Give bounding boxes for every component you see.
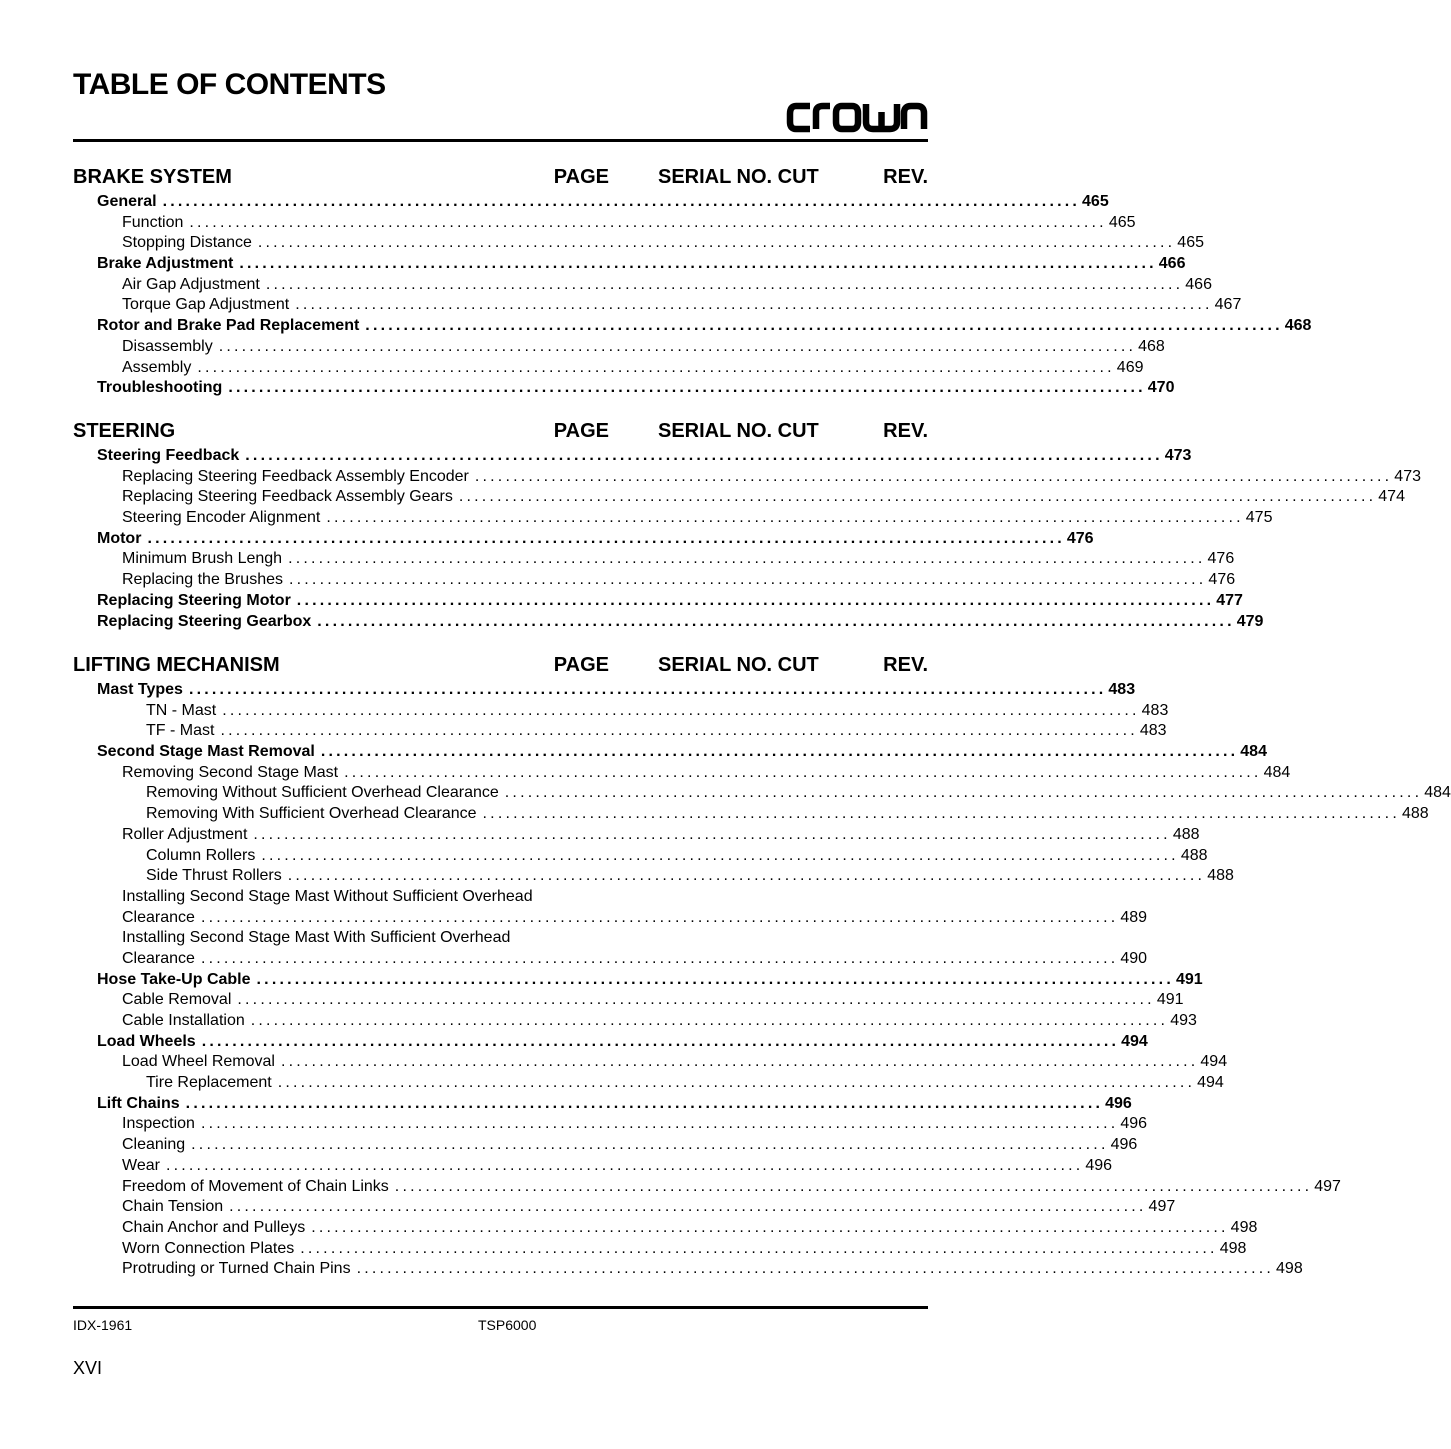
toc-entry[interactable] (73, 295, 1242, 316)
toc-entry[interactable] (73, 1011, 1197, 1032)
entry-title: Stopping Distance (122, 233, 258, 254)
serial-column-header: SERIAL NO. CUT (658, 420, 819, 442)
toc-entry[interactable] (73, 337, 1165, 358)
toc-entry[interactable] (73, 990, 1184, 1011)
toc-entry[interactable] (73, 908, 1148, 929)
entry-title: Cable Removal (122, 990, 237, 1011)
entry-page-number: 474 (1376, 487, 1405, 508)
entry-page-number: 475 (1244, 508, 1273, 529)
entry-title: Load Wheel Removal (122, 1052, 281, 1073)
toc-entry[interactable] (73, 1239, 1247, 1260)
entry-title: Wear (122, 1156, 166, 1177)
entry-title: Clearance (122, 949, 201, 970)
entry-title: Function (122, 213, 189, 234)
entry-title: Replacing Steering Motor (97, 591, 297, 612)
toc-entry[interactable] (73, 1156, 1113, 1177)
toc-entry[interactable] (73, 949, 1148, 970)
dot-leader: ........................................................................................................................ (218, 337, 1137, 355)
entry-page-number: 468 (1136, 337, 1165, 358)
toc-entry[interactable] (73, 721, 1167, 742)
entry-page-number: 469 (1115, 358, 1144, 379)
toc-entry[interactable] (73, 275, 1212, 296)
dot-leader: ........................................................................................................................ (239, 255, 1157, 273)
dot-leader: ........................................................................................................................ (295, 296, 1213, 314)
entry-title: Assembly (122, 358, 197, 379)
entry-title: Minimum Brush Lengh (122, 549, 288, 570)
dot-leader: ........................................................................................................................ (220, 722, 1138, 740)
entry-title: Hose Take-Up Cable (97, 970, 257, 991)
dot-leader: ........................................................................................................................ (201, 1032, 1120, 1050)
entry-page-number: 484 (1238, 742, 1267, 763)
entry-page-number: 488 (1171, 825, 1200, 846)
dot-leader: ........................................................................................................................ (277, 1074, 1196, 1092)
toc-entry[interactable] (73, 591, 1243, 612)
entry-title: Motor (97, 529, 147, 550)
toc-entry[interactable] (73, 467, 1421, 488)
dot-leader: ........................................................................................................................ (394, 1177, 1313, 1195)
toc-entry[interactable] (73, 316, 1312, 337)
entry-title: Column Rollers (146, 846, 261, 867)
dot-leader: ........................................................................................................................ (280, 1053, 1199, 1071)
entry-page-number: 483 (1140, 701, 1169, 722)
entry-page-number: 473 (1163, 446, 1192, 467)
entry-title: Side Thrust Rollers (146, 866, 288, 887)
dot-leader: ........................................................................................................................ (504, 784, 1423, 802)
entry-page-number: 497 (1312, 1177, 1341, 1198)
entry-title: Second Stage Mast Removal (97, 742, 321, 763)
entry-page-number: 465 (1175, 233, 1204, 254)
dot-leader: ........................................................................................................................ (288, 571, 1207, 589)
rev-column-header: REV. (883, 166, 928, 188)
toc-section (73, 166, 1312, 399)
entry-title: Load Wheels (97, 1032, 202, 1053)
entry-title: Installing Second Stage Mast Without Sufficient Overhead (122, 887, 539, 908)
toc-section (73, 420, 1421, 632)
entry-page-number: 496 (1109, 1135, 1138, 1156)
dot-leader: ........................................................................................................................ (482, 805, 1400, 823)
toc-entry[interactable] (73, 928, 658, 949)
entry-title: Brake Adjustment (97, 254, 239, 275)
entry-title: Air Gap Adjustment (122, 275, 266, 296)
dot-leader: ........................................................................................................................ (317, 612, 1235, 630)
dot-leader: ........................................................................................................................ (300, 1239, 1218, 1257)
section-title: LIFTING MECHANISM (73, 654, 280, 676)
dot-leader: ........................................................................................................................ (200, 1115, 1119, 1133)
entry-page-number: 488 (1205, 866, 1234, 887)
dot-leader: ........................................................................................................................ (326, 509, 1244, 527)
toc-entry[interactable] (73, 1259, 1303, 1280)
dot-leader: ........................................................................................................................ (147, 529, 1065, 547)
dot-leader: ........................................................................................................................ (257, 234, 1176, 252)
entry-title: Installing Second Stage Mast With Sufficient Overhead (122, 928, 516, 949)
entry-page-number: 483 (1106, 680, 1135, 701)
entry-title: Tire Replacement (146, 1073, 278, 1094)
dot-leader: ........................................................................................................................ (253, 825, 1171, 843)
entry-title: Cleaning (122, 1135, 191, 1156)
toc-entry[interactable] (73, 1114, 1148, 1135)
entry-page-number: 494 (1198, 1052, 1227, 1073)
entry-page-number: 496 (1083, 1156, 1112, 1177)
dot-leader: ........................................................................................................................ (185, 1094, 1104, 1112)
dot-leader: ........................................................................................................................ (237, 991, 1155, 1009)
toc-entry[interactable] (73, 887, 658, 908)
entry-page-number: 465 (1107, 213, 1136, 234)
toc-entry[interactable] (73, 446, 1192, 467)
serial-column-header: SERIAL NO. CUT (658, 166, 819, 188)
dot-leader: ........................................................................................................................ (245, 447, 1163, 464)
toc-entry[interactable] (73, 529, 1094, 550)
toc-entry[interactable] (73, 213, 1136, 234)
dot-leader: ........................................................................................................................ (311, 1218, 1229, 1236)
dot-leader: ........................................................................................................................ (222, 701, 1140, 719)
toc-entry[interactable] (73, 1032, 1148, 1053)
toc-entry[interactable] (73, 804, 1429, 825)
entry-page-number: 466 (1157, 254, 1186, 275)
dot-leader: ........................................................................................................................ (229, 1198, 1147, 1216)
entry-title: Lift Chains (97, 1094, 186, 1115)
entry-title: TN - Mast (146, 701, 222, 722)
dot-leader: ........................................................................................................................ (197, 358, 1115, 376)
page-column-header: PAGE (553, 654, 609, 676)
toc-entry[interactable] (73, 1135, 1138, 1156)
dot-leader: ........................................................................................................................ (356, 1260, 1275, 1278)
entry-page-number: 490 (1118, 949, 1147, 970)
toc-entry[interactable] (73, 549, 1235, 570)
dot-leader: ........................................................................................................................ (265, 275, 1184, 293)
entry-page-number: 498 (1218, 1239, 1247, 1260)
entry-page-number: 466 (1183, 275, 1212, 296)
entry-page-number: 465 (1080, 192, 1109, 213)
entry-title: Steering Encoder Alignment (122, 508, 326, 529)
entry-page-number: 496 (1103, 1094, 1132, 1115)
entry-title: Removing Without Sufficient Overhead Clearance (146, 783, 505, 804)
toc-entry[interactable] (73, 742, 1267, 763)
rev-column-header: REV. (883, 654, 928, 676)
entry-page-number: 477 (1214, 591, 1243, 612)
page-title: TABLE OF CONTENTS (73, 68, 386, 101)
entry-title: Removing Second Stage Mast (122, 763, 344, 784)
entry-page-number: 488 (1400, 804, 1429, 825)
dot-leader: ........................................................................................................................ (344, 763, 1262, 781)
dot-leader: ........................................................................................................................ (256, 970, 1174, 988)
toc-entry[interactable] (73, 1094, 1132, 1115)
entry-title: Torque Gap Adjustment (122, 295, 295, 316)
entry-title: Roller Adjustment (122, 825, 253, 846)
entry-page-number: 498 (1229, 1218, 1258, 1239)
entry-page-number: 496 (1118, 1114, 1147, 1135)
entry-page-number: 484 (1262, 763, 1291, 784)
toc-entry[interactable] (73, 846, 1208, 867)
entry-title: Cable Installation (122, 1011, 251, 1032)
entry-page-number: 476 (1065, 529, 1094, 550)
dot-leader: ........................................................................................................................ (250, 1012, 1169, 1029)
entry-page-number: 470 (1146, 378, 1175, 399)
dot-leader: ........................................................................................................................ (165, 1156, 1084, 1174)
footer-rule (73, 1306, 928, 1309)
toc-entry[interactable] (73, 866, 1234, 887)
entry-title: Troubleshooting (97, 378, 228, 399)
toc-entry[interactable] (73, 570, 1236, 591)
entry-title: General (97, 192, 163, 213)
toc-entry[interactable] (73, 192, 1109, 213)
serial-column-header: SERIAL NO. CUT (658, 654, 819, 676)
toc-entry[interactable] (73, 487, 1405, 508)
toc-entry[interactable] (73, 1073, 1224, 1094)
dot-leader: ........................................................................................................................ (287, 867, 1206, 885)
entry-page-number: 473 (1392, 467, 1421, 488)
dot-leader: ........................................................................................................................ (162, 193, 1081, 210)
toc-entry[interactable] (73, 358, 1144, 379)
dot-leader: ........................................................................................................................ (200, 908, 1119, 926)
crown-logo (786, 100, 928, 134)
entry-title: Chain Anchor and Pulleys (122, 1218, 311, 1239)
dot-leader: ........................................................................................................................ (188, 681, 1107, 698)
page-number: XVI (73, 1358, 103, 1378)
entry-title: Freedom of Movement of Chain Links (122, 1177, 395, 1198)
toc-entry[interactable] (73, 378, 1175, 399)
entry-title: Replacing Steering Feedback Assembly Encoder (122, 467, 475, 488)
entry-page-number: 489 (1118, 908, 1147, 929)
entry-title: Inspection (122, 1114, 201, 1135)
dot-leader: ........................................................................................................................ (474, 467, 1393, 485)
section-title: BRAKE SYSTEM (73, 166, 232, 188)
entry-page-number: 484 (1422, 783, 1451, 804)
dot-leader: ........................................................................................................................ (458, 488, 1377, 506)
section-header (73, 654, 928, 678)
entry-page-number: 491 (1155, 990, 1184, 1011)
entry-title: Replacing Steering Feedback Assembly Gears (122, 487, 459, 508)
toc-entry[interactable] (73, 680, 1136, 701)
toc-entry[interactable] (73, 1052, 1228, 1073)
toc-entry[interactable] (73, 233, 1204, 254)
entry-page-number: 497 (1147, 1197, 1176, 1218)
dot-leader: ........................................................................................................................ (288, 550, 1206, 568)
section-header (73, 420, 928, 444)
entry-title: Chain Tension (122, 1197, 229, 1218)
toc-entry[interactable] (73, 763, 1291, 784)
entry-page-number: 476 (1206, 549, 1235, 570)
rev-column-header: REV. (883, 420, 928, 442)
entry-title: Replacing Steering Gearbox (97, 612, 317, 633)
toc-entry[interactable] (73, 783, 1451, 804)
entry-title: Rotor and Brake Pad Replacement (97, 316, 365, 337)
dot-leader: ........................................................................................................................ (200, 949, 1119, 967)
entry-page-number: 491 (1174, 970, 1203, 991)
header-rule (73, 139, 928, 142)
entry-page-number: 467 (1213, 295, 1242, 316)
entry-page-number: 476 (1206, 570, 1235, 591)
entry-title: Clearance (122, 908, 201, 929)
entry-page-number: 488 (1179, 846, 1208, 867)
dot-leader: ........................................................................................................................ (228, 379, 1146, 397)
entry-title: Protruding or Turned Chain Pins (122, 1259, 357, 1280)
dot-leader: ........................................................................................................................ (191, 1136, 1109, 1154)
section-title: STEERING (73, 420, 176, 442)
toc-entry[interactable] (73, 508, 1273, 529)
toc-entry[interactable] (73, 254, 1186, 275)
entry-page-number: 479 (1235, 612, 1264, 633)
section-header (73, 166, 928, 190)
toc-entry[interactable] (73, 1177, 1341, 1198)
model-name: TSP6000 (478, 1317, 537, 1333)
toc-entry[interactable] (73, 1218, 1258, 1239)
entry-title: TF - Mast (146, 721, 220, 742)
toc-section (73, 654, 1451, 1280)
toc-entry[interactable] (73, 825, 1200, 846)
toc-entry[interactable] (73, 701, 1169, 722)
entry-title: Worn Connection Plates (122, 1239, 300, 1260)
dot-leader: ........................................................................................................................ (296, 591, 1215, 609)
dot-leader: ........................................................................................................................ (189, 213, 1107, 231)
entry-title: Replacing the Brushes (122, 570, 289, 591)
entry-title: Removing With Sufficient Overhead Clearance (146, 804, 483, 825)
entry-page-number: 468 (1283, 316, 1312, 337)
entry-title: Steering Feedback (97, 446, 245, 467)
entry-page-number: 494 (1195, 1073, 1224, 1094)
entry-title: Disassembly (122, 337, 219, 358)
toc-entry[interactable] (73, 612, 1264, 633)
dot-leader: ........................................................................................................................ (261, 846, 1179, 864)
dot-leader: ........................................................................................................................ (320, 743, 1239, 761)
entry-title: Mast Types (97, 680, 189, 701)
page-column-header: PAGE (553, 166, 609, 188)
entry-page-number: 494 (1119, 1032, 1148, 1053)
doc-id: IDX-1961 (73, 1317, 133, 1333)
entry-page-number: 498 (1274, 1259, 1303, 1280)
entry-page-number: 483 (1138, 721, 1167, 742)
toc-entry[interactable] (73, 970, 1203, 991)
toc-entry[interactable] (73, 1197, 1176, 1218)
page-column-header: PAGE (553, 420, 609, 442)
dot-leader: ........................................................................................................................ (365, 317, 1283, 335)
entry-page-number: 493 (1168, 1011, 1197, 1032)
